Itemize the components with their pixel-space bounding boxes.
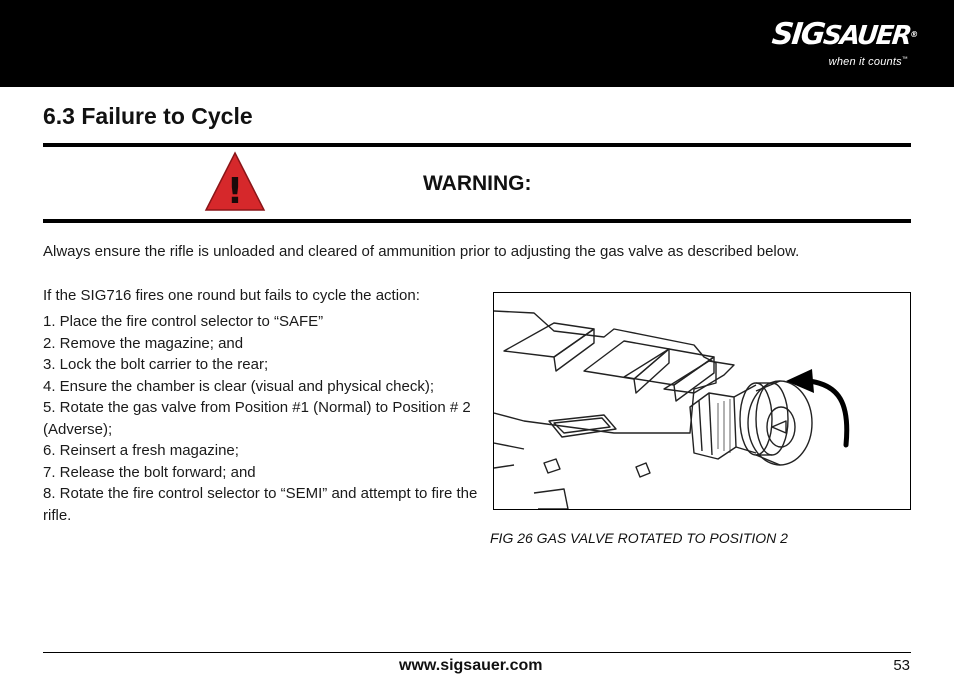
list-item: 4. Ensure the chamber is clear (visual and physical check); xyxy=(43,377,435,395)
warning-bottom-rule xyxy=(43,219,911,223)
logo-tagline: when it counts xyxy=(828,56,902,68)
list-item: 3. Lock the bolt carrier to the rear; xyxy=(43,356,269,373)
list-item: 2. Remove the magazine; and xyxy=(43,334,244,352)
list-item: 8. Rotate the fire control selector to “SEMI” and attempt to fire the rifle. xyxy=(43,485,478,524)
page-number: 53 xyxy=(893,657,910,674)
intro-text: Always ensure the rifle is unloaded and cleared of ammunition prior to adjusting the gas valve as described below. xyxy=(43,243,800,260)
logo-trademark: ™ xyxy=(901,56,908,63)
logo-registered-mark: ® xyxy=(909,30,917,39)
lead-text: If the SIG716 fires one round but fails to cycle the action: xyxy=(43,287,420,304)
rifle-line-drawing xyxy=(494,293,910,509)
header-bar xyxy=(0,0,954,87)
list-item: 5. Rotate the gas valve from Position #1 (Normal) to Position # 2 (Adverse); xyxy=(43,399,471,438)
warning-top-rule xyxy=(43,143,911,147)
list-item: 6. Reinsert a fresh magazine; xyxy=(43,442,239,459)
warning-label: WARNING: xyxy=(423,172,532,195)
footer-rule xyxy=(43,652,911,653)
footer-url: www.sigsauer.com xyxy=(399,657,543,674)
steps-list xyxy=(43,311,483,526)
logo-sig-text: SIG xyxy=(770,17,826,52)
warning-glyph: ! xyxy=(226,171,244,212)
gas-valve-figure xyxy=(493,292,911,510)
logo-sauer-text: SAUER xyxy=(821,21,912,51)
warning-triangle-icon xyxy=(204,151,266,213)
section-title: 6.3 Failure to Cycle xyxy=(43,103,253,129)
sig-sauer-logo xyxy=(770,17,917,78)
rotate-arrow-icon xyxy=(786,369,847,445)
list-item: 7. Release the bolt forward; and xyxy=(43,463,256,481)
figure-caption: FIG 26 GAS VALVE ROTATED TO POSITION 2 xyxy=(490,530,788,546)
list-item: 1. Place the fire control selector to “SAFE” xyxy=(43,313,324,330)
